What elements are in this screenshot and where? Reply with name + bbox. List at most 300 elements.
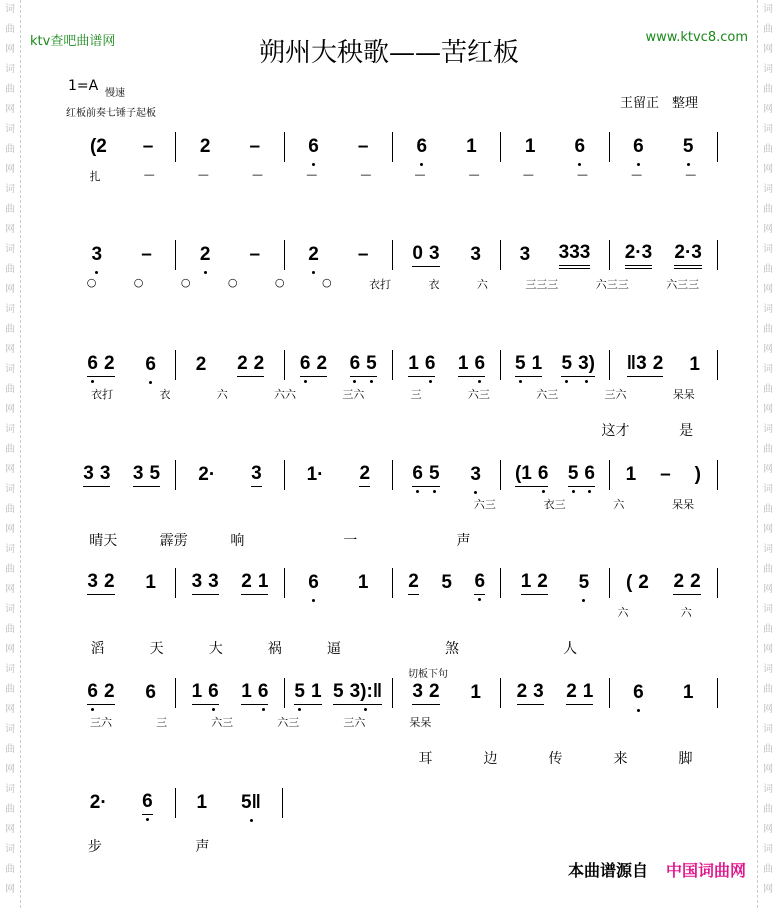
note: 1 [310,681,322,702]
note: 2·3 [674,241,702,263]
note-group [196,354,207,377]
lyrics-row [68,748,718,768]
measure [68,678,176,708]
note: 2 [516,681,528,702]
watermark-char: 词 [763,604,773,615]
note: 1 [457,353,469,374]
site-name-left[interactable]: ktv查吧曲谱网 [30,34,116,49]
note-group [308,244,319,267]
note-group [145,572,156,595]
note: 2 [103,681,115,702]
note: – [357,135,369,157]
measure [176,788,284,818]
measure [176,568,284,598]
note-group [251,463,262,487]
watermark-char: 曲 [763,684,773,695]
watermark-char: 词 [5,424,15,435]
score-system [68,568,718,658]
lyric [570,530,584,550]
percussion-syllable: — [143,168,155,181]
percussion-syllable: 六三三 [595,278,629,291]
note-group [241,571,268,595]
watermark-char: 曲 [763,804,773,815]
note: (2 [89,135,107,157]
note: 333 [558,241,591,263]
percussion-syllable: 呆呆 [672,498,695,511]
score-system [68,460,718,550]
watermark-char: 网 [5,584,15,595]
note: 6 [633,681,644,703]
watermark-char: 曲 [763,504,773,515]
note-group [525,136,536,159]
measure [610,460,718,490]
percussion-syllable: ○ [321,276,332,289]
percussion-syllable: ○ [227,276,238,289]
measure [501,350,609,380]
lyric: 人 [563,641,578,657]
measure [68,568,176,598]
measure [610,240,718,270]
percussion-syllable: — [197,168,209,181]
note: 2·3 [624,241,653,263]
percussion-syllable: 六 [476,278,488,291]
note: – [249,243,261,265]
lyric [220,420,234,440]
watermark-right [757,0,778,908]
note: 5 [514,353,526,374]
note: 3) [578,353,595,374]
percussion-syllable: — [306,168,318,181]
percussion-row [68,168,718,184]
note-group [689,354,700,377]
note: 5 [149,463,161,484]
lyric [354,748,368,768]
lyric [156,420,170,440]
watermark-char: 词 [5,844,15,855]
measure [393,460,501,490]
note-group [241,792,261,815]
note-group [626,572,649,595]
measure [285,132,393,162]
note: 2 [199,243,211,265]
watermark-char: 词 [763,664,773,675]
watermark-char: 网 [763,584,773,595]
note: 6 [416,135,428,157]
note-group [143,136,154,159]
note: 6 [537,463,549,484]
watermark-char: 网 [763,884,773,895]
score-system [68,788,283,856]
percussion-syllable: — [631,168,643,181]
lyric: 滔 [90,641,105,657]
lyric: 响 [230,533,245,549]
percussion-syllable: — [576,168,588,181]
lyric: 逼 [326,641,341,657]
note-group [412,463,439,487]
note-group [87,681,114,705]
note: 2 [103,353,115,374]
note-group [198,464,215,487]
lyric [504,638,518,658]
lyric [626,530,640,550]
notes-row [68,350,718,380]
watermark-char: 曲 [763,24,773,35]
note-group [627,353,664,377]
note: 2 [199,135,211,157]
watermark-char: 词 [763,4,773,15]
note-group [566,681,593,705]
watermark-char: 词 [5,244,15,255]
note-group [133,463,160,487]
lyric: 声 [456,533,471,549]
page-title: 朔州大秧歌——苦红板 [258,38,519,68]
site-url-right[interactable]: www.ktvc8.com [645,30,748,45]
note-group [358,136,369,159]
note: 6 [257,681,269,702]
watermark-char: 网 [763,524,773,535]
note: 5 [561,353,573,374]
watermark-char: 词 [763,184,773,195]
note: 1 [682,681,694,703]
percussion-row [68,496,718,512]
watermark-char: 曲 [763,324,773,335]
percussion-syllable: ○ [180,276,191,289]
note-group [515,463,548,487]
note: 5 [578,571,590,593]
measure [610,568,718,598]
note: 2 [308,243,319,265]
measure [68,240,176,270]
credit-site[interactable]: 中国词曲网 [665,861,746,880]
lyric: 一 [343,533,358,549]
measure [68,788,176,818]
note-group [237,353,264,377]
note-group [559,242,591,269]
notes-row [68,568,718,598]
note-group [300,353,327,377]
watermark-char: 网 [5,644,15,655]
note: 2 [690,571,701,592]
measure [68,350,176,380]
lyric: 步 [87,839,102,855]
lyric: 传 [548,751,563,767]
watermark-char: 曲 [5,84,15,95]
note: 6 [142,791,153,812]
watermark-char: 曲 [5,804,15,815]
watermark-char: 曲 [763,864,773,875]
note-group [408,571,419,595]
notes-row [68,788,283,818]
note: 3 [208,571,219,592]
notes-row [68,460,718,490]
note-group [200,244,211,267]
note-group [358,244,369,267]
notes-row [68,132,718,162]
note: 1 [531,353,543,374]
note: 6 [145,353,156,375]
measure [501,568,609,598]
percussion-syllable: 三六 [90,716,113,729]
note: 2 [652,353,664,374]
measure [68,132,176,162]
note: 1· [306,463,324,485]
note: 3 [533,681,544,702]
note-group [307,464,324,487]
note-group [579,572,590,595]
percussion-syllable: 六三 [536,388,559,401]
note: 1 [689,353,700,375]
note-group [192,681,219,705]
note: 3 [470,243,481,265]
note-group [470,244,481,267]
score-system [68,132,718,184]
note: – [357,243,369,265]
measure [285,460,393,490]
note: 5 [682,135,694,157]
lyric [93,420,107,440]
score-system [68,350,718,440]
lyric [284,420,298,440]
section-annotation: 切板下句 [408,669,448,680]
percussion-syllable: 三六 [342,388,365,401]
percussion-syllable: 六 [617,606,629,619]
watermark-char: 网 [5,44,15,55]
note-group [441,572,452,595]
percussion-syllable: 六 [613,498,625,511]
measure [176,132,284,162]
note-group [674,242,701,269]
measure [610,132,718,162]
percussion-syllable: ○ [133,276,144,289]
lyrics-row [68,530,718,550]
note: 5 [366,353,377,374]
note: 1 [145,571,156,593]
note: ‖3 [626,353,647,374]
note: 1 [466,135,477,157]
note-group [515,353,542,377]
percussion-syllable: — [360,168,372,181]
percussion-syllable: 六三 [473,498,496,511]
source-credit [568,858,746,881]
score-system [68,678,718,768]
note: 1 [582,681,594,702]
lyrics-row [68,638,718,658]
note: 6 [412,463,423,484]
note: 2 [195,353,207,375]
watermark-char: 曲 [5,444,15,455]
note: 6 [633,135,644,157]
percussion-row [68,714,718,730]
note: 2 [237,353,248,374]
note: 2 [428,681,440,702]
lyric [94,748,108,768]
note: 1 [470,681,481,703]
lyric: 这才 [601,423,630,439]
watermark-char: 词 [763,304,773,315]
percussion-syllable: — [468,168,480,181]
watermark-char: 曲 [763,204,773,215]
note: – [660,463,671,485]
watermark-char: 曲 [763,144,773,155]
arranger: 王留正 整理 [620,96,699,111]
note: – [141,243,152,265]
note: 6 [87,681,98,702]
measure [610,678,718,708]
watermark-char: 词 [763,484,773,495]
percussion-syllable: 六 [680,606,692,619]
watermark-char: 网 [5,764,15,775]
note-group [466,136,477,159]
watermark-char: 词 [5,64,15,75]
note-group [141,244,152,267]
lyric [249,836,263,856]
note-group [660,464,671,487]
note: 3):‖ [349,681,383,702]
note: 6 [87,353,98,374]
note-group [625,242,652,269]
lyric: 晴天 [89,533,118,549]
note: 5 [332,681,344,702]
watermark-char: 网 [763,464,773,475]
watermark-char: 网 [5,164,15,175]
note-group [683,682,694,705]
note-group [87,353,114,377]
notes-row [68,240,718,270]
note: 3 [91,243,103,265]
note-group [470,464,481,487]
note: 3 [519,243,531,265]
watermark-char: 曲 [5,684,15,695]
note: 6 [424,353,436,374]
measure [393,678,501,708]
percussion-row [68,386,718,402]
note: 1 [357,571,369,593]
measure [285,350,393,380]
note-group [83,463,110,487]
watermark-char: 网 [5,224,15,235]
watermark-char: 词 [763,844,773,855]
watermark-char: 曲 [5,324,15,335]
watermark-char: 曲 [5,144,15,155]
note: 5 [428,463,440,484]
watermark-char: 词 [5,484,15,495]
watermark-char: 词 [763,124,773,135]
note: 2 [103,571,115,592]
percussion-syllable: ○ [274,276,285,289]
note-group [333,681,382,705]
note-group [200,136,211,159]
note-group [626,464,637,487]
watermark-char: 词 [763,244,773,255]
note-group [192,571,219,595]
percussion-syllable: 衣 [159,388,171,401]
measure [68,460,176,490]
percussion-syllable: 衣 [428,278,440,291]
percussion-syllable: 六三三 [666,278,700,291]
watermark-char: 网 [5,824,15,835]
note-group [241,681,268,705]
watermark-char: 词 [763,784,773,795]
lyric: 霹雳 [159,533,188,549]
watermark-char: 网 [763,344,773,355]
lyric [142,836,156,856]
percussion-syllable: ○ [86,276,97,289]
watermark-char: 曲 [5,24,15,35]
note: 6 [308,571,319,593]
tempo-marking: 慢速 [105,88,125,99]
watermark-char: 曲 [763,384,773,395]
watermark-char: 词 [5,304,15,315]
lyric: 是 [679,423,694,439]
note: 5 [567,463,579,484]
watermark-char: 曲 [763,564,773,575]
watermark-char: 词 [763,64,773,75]
percussion-syllable: 六三 [211,716,234,729]
watermark-char: 网 [5,344,15,355]
credit-label: 本曲谱源自 [567,861,648,880]
note: 2 [316,353,328,374]
watermark-char: 网 [5,884,15,895]
watermark-char: 网 [763,644,773,655]
measure [393,240,501,270]
percussion-syllable: — [252,168,264,181]
watermark-char: 词 [5,784,15,795]
lyric [386,638,400,658]
note: 3 [251,463,262,484]
note-group [196,792,207,815]
note: 3 [99,463,111,484]
measure [176,678,284,708]
measure [501,678,609,708]
note: 3 [428,243,440,264]
note-group [294,681,321,705]
lyric: 脚 [678,751,693,767]
lyric: 天 [149,641,164,657]
note: 2 [638,571,649,593]
note: 1 [408,353,419,374]
measure [176,460,284,490]
lyric [681,638,695,658]
watermark-char: 网 [763,404,773,415]
watermark-char: 网 [763,284,773,295]
note-group [142,791,153,815]
percussion-syllable: 衣打 [369,278,391,291]
watermark-char: 曲 [5,384,15,395]
note: 6 [349,353,361,374]
lyric [224,748,238,768]
percussion-syllable: 衣打 [91,388,114,401]
watermark-left [0,0,21,908]
watermark-char: 曲 [763,264,773,275]
watermark-char: 曲 [763,444,773,455]
watermark-char: 曲 [5,864,15,875]
performance-note: 红板前奏七锤子起板 [66,108,156,119]
note-group [87,571,114,595]
watermark-char: 曲 [5,564,15,575]
measure [176,350,284,380]
measure [501,240,609,270]
watermark-char: 网 [763,164,773,175]
percussion-syllable: 三 [156,716,168,729]
percussion-syllable: 六三 [467,388,490,401]
watermark-char: 词 [763,724,773,735]
watermark-char: 曲 [763,744,773,755]
notes-row [68,678,718,708]
note-group [474,571,485,595]
note-group [633,682,644,705]
note: ) [694,463,701,485]
note-group [92,244,103,267]
